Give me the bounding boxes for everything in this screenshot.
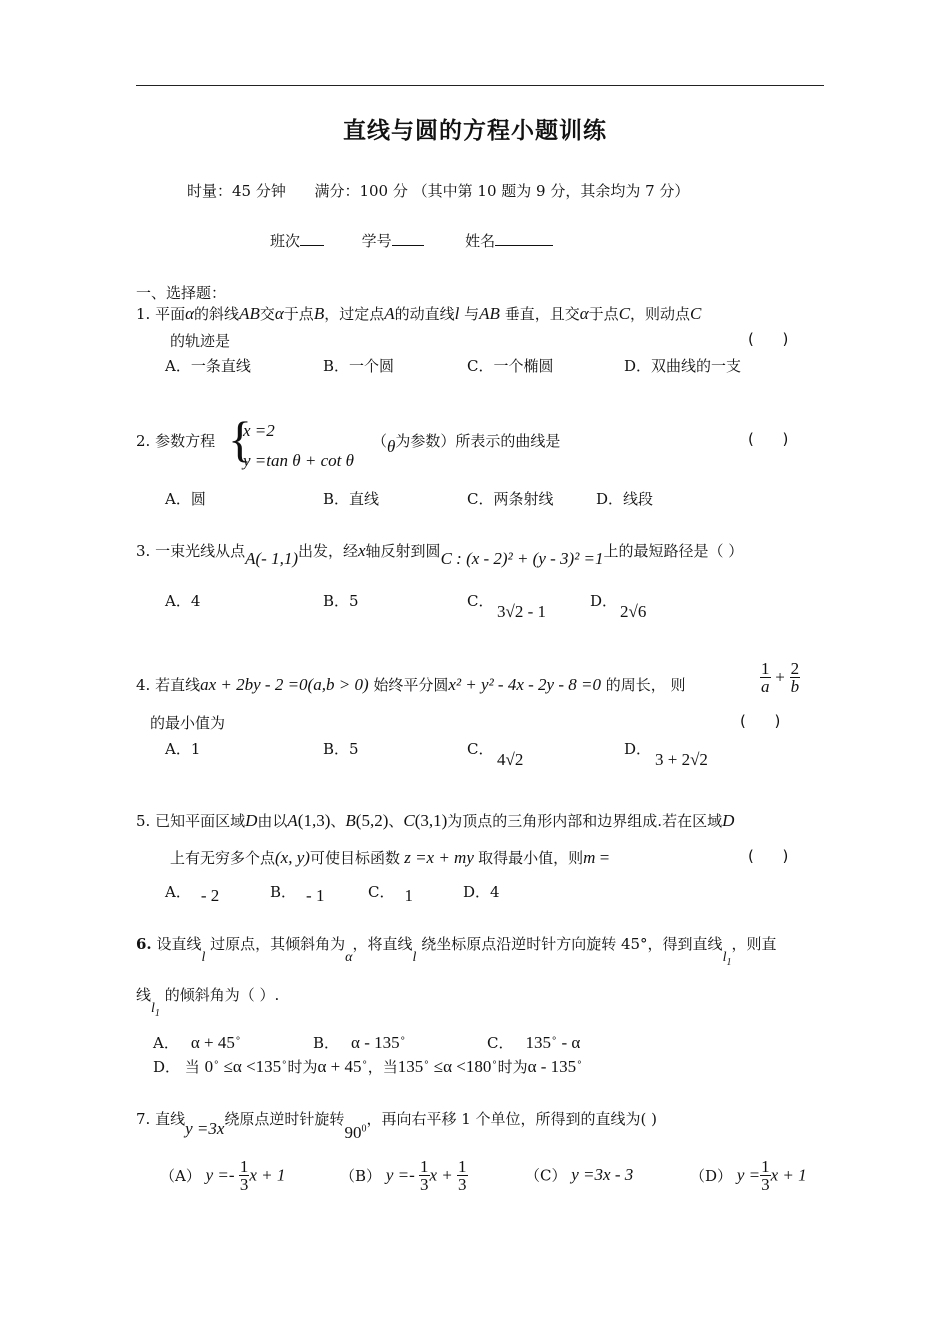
q4-fraction-expression: $\frac{1}{a}$ + $\frac{2}{b}$ [761, 659, 800, 696]
q3-option-d[interactable]: D． [590, 592, 618, 610]
student-fields [270, 230, 553, 251]
section-heading: 一、选择题： [136, 284, 227, 302]
q1-option-d[interactable]: D．双曲线的一支 [624, 357, 742, 375]
q4-option-b[interactable]: B．5 [323, 740, 359, 758]
q4-option-a[interactable]: A．1 [165, 740, 201, 758]
name-blank[interactable] [495, 231, 553, 246]
id-blank[interactable] [392, 231, 424, 246]
question-1-line2: 的轨迹是 [170, 332, 231, 350]
q1-option-c[interactable]: C．一个椭圆 [467, 357, 554, 375]
q5-option-b[interactable]: B． - 1 [270, 883, 325, 905]
q7-option-d[interactable]: （D） y = $\frac{1}{3}$ x + 1 [690, 1157, 807, 1194]
q1-option-b[interactable]: B．一个圆 [323, 357, 395, 375]
page-title: 直线与圆的方程小题训练 [343, 118, 607, 144]
question-5-stem: 5. 已知平面区域D由以A(1,3)、B(5,2)、C(3,1)为顶点的三角形内部和边界组成.若在区域D [136, 811, 735, 830]
exam-info: 时量：45 分钟 满分：100 分 （其中第 10 题为 9 分，其余均为 7 分） [187, 182, 690, 200]
question-4-answer[interactable]: ( ) [740, 712, 781, 730]
q4-option-d[interactable]: D． [624, 740, 652, 758]
q6-option-c[interactable]: C． 135∘ - α [487, 1033, 581, 1052]
question-4-stem: 4. 若直线ax + 2by - 2 =0(a,b > 0) 始终平分圆x² + y² - 4x - 2y - 8 =0 的周长， 则 [136, 675, 686, 694]
question-6-stem: 6. 设直线l 过原点，其倾斜角为α，将直线l 绕坐标原点沿逆时针方向旋转 45°，得到直线$l_1$，则直 [136, 935, 777, 968]
q7-option-a[interactable]: （A） y =- $\frac{1}{3}$ x + 1 [160, 1157, 286, 1194]
q3-option-c-value: 3√2 - 1 [497, 602, 546, 621]
top-rule [136, 85, 824, 86]
question-6-line2: 线$l_1$ 的倾斜角为（ ）. [136, 986, 280, 1019]
q2-equation-2: y =tan θ + cot θ [243, 451, 354, 470]
class-label: 班次 [270, 232, 301, 250]
question-5-line2: 上有无穷多个点(x, y)可使目标函数 z =x + my 取得最小值，则m = [170, 848, 610, 867]
question-3-stem: 3. 一束光线从点A(- 1,1)出发，经x轴反射到圆C : (x - 2)² + (y - 3)² =1上的最短路径是（ ） [136, 541, 744, 568]
left-brace: { [228, 411, 252, 467]
q4-option-c[interactable]: C． [467, 740, 494, 758]
question-2-answer[interactable]: ( ) [748, 430, 789, 448]
q2-option-d[interactable]: D．线段 [596, 490, 654, 508]
class-blank[interactable] [300, 231, 324, 246]
q6-option-d[interactable]: D． 当 0∘ ≤α <135∘时为α + 45∘，当135∘ ≤α <180∘时为α - 135∘ [153, 1057, 583, 1076]
question-1-stem: 1. 平面α的斜线AB交α于点B，过定点A的动直线l 与AB 垂直，且交α于点C，则动点C [136, 304, 702, 323]
question-1-answer[interactable]: ( ) [748, 330, 789, 348]
question-4-line2: 的最小值为 [150, 714, 226, 732]
question-5-answer[interactable]: ( ) [748, 847, 789, 865]
q4-option-d-value: 3 + 2√2 [655, 750, 708, 769]
question-2-stem: 2. 参数方程 [136, 432, 216, 450]
q2-option-a[interactable]: A．圆 [165, 490, 206, 508]
q2-option-b[interactable]: B．直线 [323, 490, 380, 508]
q6-option-b[interactable]: B． α - 135∘ [313, 1033, 406, 1052]
id-label: 学号 [361, 232, 392, 250]
q7-option-c[interactable]: （C） y =3x - 3 [525, 1165, 634, 1185]
q3-option-d-value: 2√6 [620, 602, 647, 621]
q2-equation-1: x =2 [243, 421, 275, 440]
q5-option-d[interactable]: D．4 [463, 883, 500, 901]
q5-option-a[interactable]: A． - 2 [165, 883, 220, 905]
q3-option-a[interactable]: A．4 [165, 592, 201, 610]
q3-option-c[interactable]: C． [467, 592, 494, 610]
q4-option-c-value: 4√2 [497, 750, 524, 769]
question-7-stem: 7. 直线y =3x绕原点逆时针旋转$90^0$，再向右平移 1 个单位，所得到的直线为( ) [136, 1110, 657, 1142]
q5-option-c[interactable]: C． 1 [368, 883, 413, 905]
q2-option-c[interactable]: C．两条射线 [467, 490, 554, 508]
q6-option-a[interactable]: A． α + 45∘ [153, 1033, 242, 1052]
name-label: 姓名 [465, 232, 496, 250]
question-2-tail: （θ为参数）所表示的曲线是 [372, 432, 561, 456]
q7-option-b[interactable]: （B） y =- $\frac{1}{3}$ x + $\frac{1}{3}$ [340, 1157, 467, 1194]
q3-option-b[interactable]: B．5 [323, 592, 359, 610]
q1-option-a[interactable]: A．一条直线 [165, 357, 251, 375]
